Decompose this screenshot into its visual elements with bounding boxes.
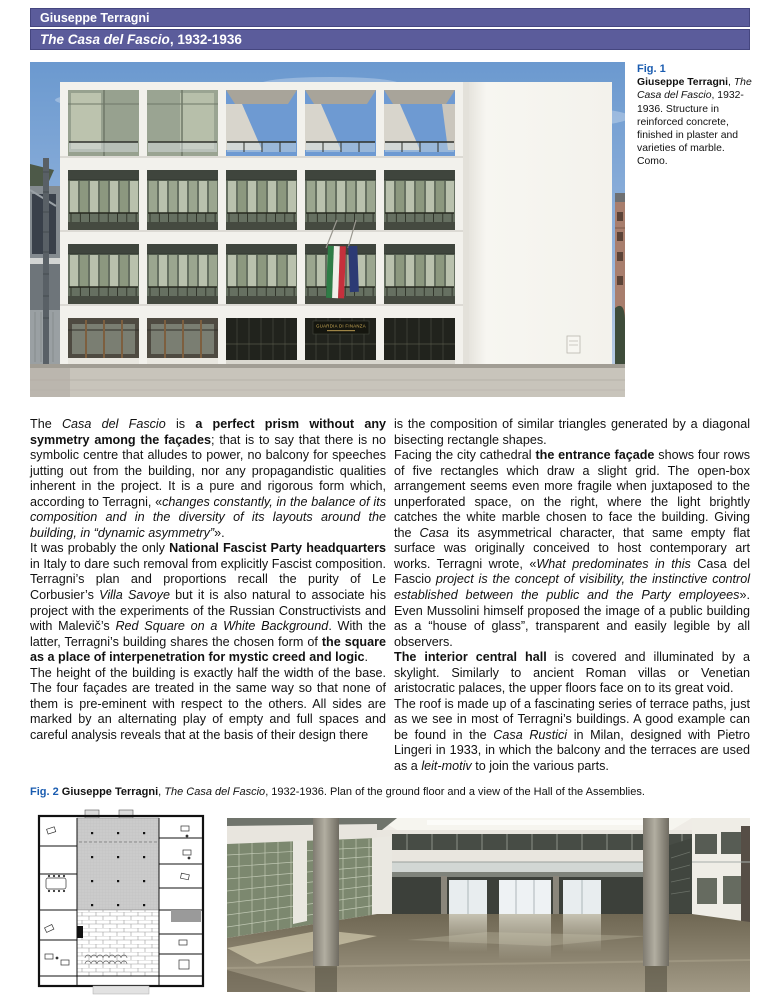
article-left-column — [30, 417, 386, 743]
paragraph: The Casa del Fascio is a perfect prism without any symmetry among the façades; that is to say that there is no symbolic centre that alludes to power, no balcony for speeches jutting out from the building, nor any propagandistic qualities inherent in the project. It is a pure and rigorous form which, according to Terragni, «changes constantly, in the balance of its composition and in the diversity of its layouts around the building, in “dynamic asymmetry”». — [30, 417, 387, 540]
fig1-caption — [637, 63, 753, 169]
casa-del-fascio-facade-photo — [30, 62, 625, 397]
architect-name: Giuseppe Terragni — [40, 10, 150, 25]
guardia-di-finanza-sign — [313, 321, 369, 334]
ground-floor-row — [68, 318, 455, 364]
italian-flag — [326, 246, 346, 299]
ground-floor-plan — [33, 808, 209, 998]
roof-terrace-row — [68, 90, 455, 156]
fig2-caption: Fig. 2 Giuseppe Terragni, The Casa del Fascio, 1932-1936. Plan of the ground floor and a view of the Hall of the Assemblies. — [30, 786, 645, 798]
blue-flag — [348, 246, 359, 292]
stair — [667, 838, 692, 913]
facade-photo-illustration — [30, 62, 625, 397]
svg-text:GUARDIA DI FINANZA: GUARDIA DI FINANZA — [316, 323, 366, 329]
article-right-column — [394, 417, 750, 775]
floor — [227, 914, 750, 992]
header-title-band — [30, 29, 750, 50]
ground-window-bay — [147, 318, 218, 364]
floor-plan-drawing — [33, 808, 209, 998]
blank-marble-wall — [469, 82, 612, 364]
right-neighbor-building — [615, 193, 625, 364]
ground-window-bay — [68, 318, 139, 364]
paragraph: The interior central hall is covered and illuminated by a skylight. Similarly to ancient Roman villas or Venetian aristocratic palaces, the upper floors face on to its great void. — [394, 650, 750, 696]
paragraph: The height of the building is exactly half the width of the base. The four façades are treated in the same way so that none of them is pre-eminent with respect to the others. All sides are marked by an alternating play of empty and full spaces and careful analysis reveals that at the basis of their design there — [30, 665, 386, 742]
interior-photo-illustration — [227, 818, 750, 992]
paragraph: Facing the city cathedral the entrance façade shows four rows of five rectangles which draw a slight grid. The open-box arrangement seems even more fragile when juxtaposed to the unperforated space, on the right, where the light brightly catches the white marble chosen to face the building. Giving the Casa its asymmetrical character, that same empty flat surface was originally conceived to host contemporary art works. Terragni wrote, «What predominates in this Casa del Fascio project is the concept of visibility, the instinctive control established between the public and the Party employees». Even Mussolini himself proposed the image of a public building as a “house of glass”, transparent and easily legible by all observers. — [394, 448, 751, 649]
fig1-caption-text: Giuseppe Terragni, The Casa del Fascio, 1932-1936. Structure in reinforced concrete, finished in plaster and varieties of marble. Como. — [637, 77, 752, 168]
central-hall — [77, 818, 159, 910]
paragraph: It was probably the only National Fascist Party headquarters in Italy to dare such removal from explicitly Fascist composition. Terragni’s plan and proportions recall the purity of Le Corbusier’s Villa Savoye but it is also natural to associate his project with the experiments of the Russian Constructivists and with Malevič’s Red Square on a White Background. With the latter, Terragni’s building shares the chosen form of the square as a place of interpenetration for mystic creed and logic. — [30, 541, 387, 665]
entrance-bays — [226, 318, 455, 364]
assembly-hall-photo — [227, 818, 750, 992]
paragraph: The roof is made up of a fascinating series of terrace paths, just as we see in most of Terragni’s buildings. A good example can be found in the Casa Rustici in Milan, designed with Pietro Lingeri in 1933, in which the balcony and the terraces are used as a leit-motiv to join the various parts. — [394, 696, 750, 774]
service-core — [171, 910, 201, 922]
pavement — [30, 364, 625, 397]
paragraph: is the composition of similar triangles generated by a diagonal bisecting rectangle shapes. — [394, 417, 750, 447]
work-title: The Casa del Fascio, 1932-1936 — [40, 32, 242, 47]
wall-plaque — [567, 336, 580, 353]
open-terrace-bays — [226, 90, 455, 156]
header-architect-band — [30, 8, 750, 27]
left-neighbor-building — [30, 158, 60, 364]
fig1-label: Fig. 1 — [637, 63, 666, 75]
